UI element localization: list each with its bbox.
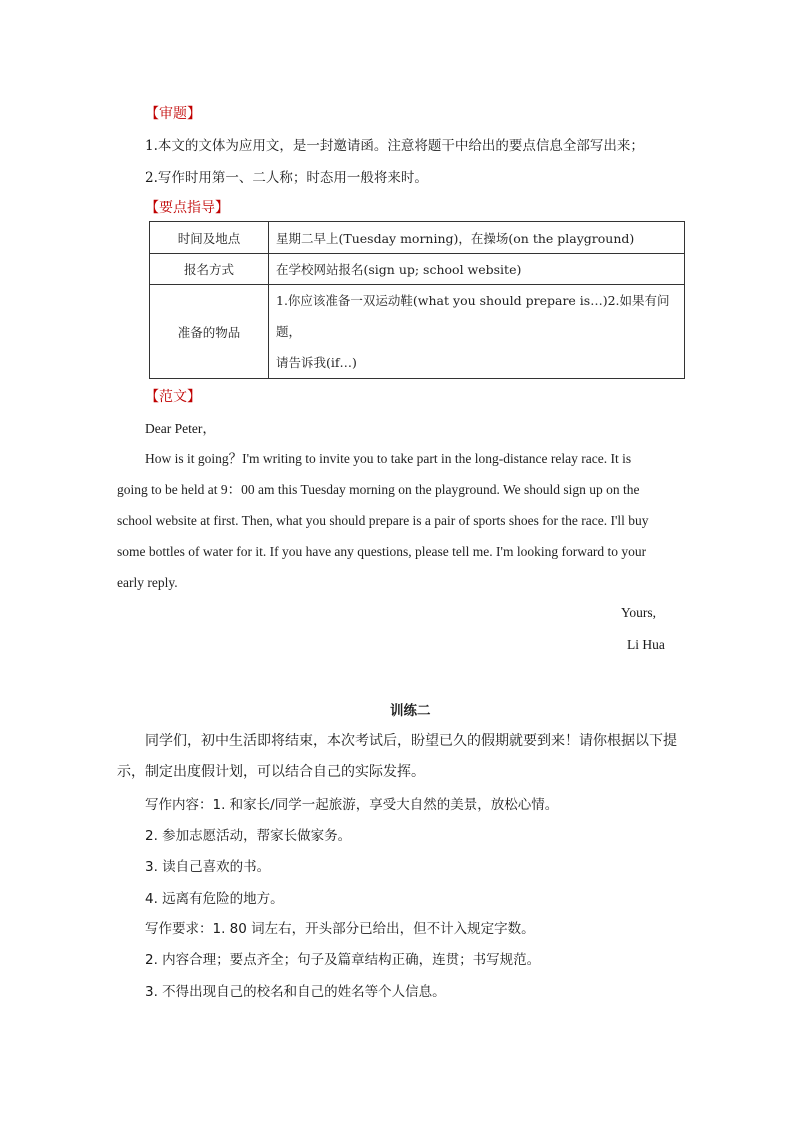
training-title: 训练二 [390,703,431,719]
sample-heading: 【范文】 [145,389,201,405]
sample-line-4: some bottles of water for it. If you have any questions, please tell me. I'm looking forward to your [117,544,647,559]
training-content-line-1: 写作内容：1. 和家长/同学一起旅游，享受大自然的美景，放松心情。 [145,797,559,813]
sample-closing: Yours, [621,605,657,620]
training-content-line-2: 2. 参加志愿活动，帮家长做家务。 [145,828,352,844]
table-row [150,285,685,379]
guide-heading: 【要点指导】 [145,200,229,216]
guide-content-items [269,285,685,379]
guide-label-signup: 报名方式 [150,254,269,285]
sample-line-5: early reply. [117,575,178,590]
guide-content-signup: 在学校网站报名(sign up; school website) [269,254,685,285]
sample-line-2: going to be held at 9：00 am this Tuesday morning on the playground. We should sign up on the [117,482,640,497]
guide-content-time-place: 星期二早上(Tuesday morning)，在操场(on the playground) [269,222,685,254]
sample-signature: Li Hua [627,637,665,652]
training-requirement-line-3: 3. 不得出现自己的校名和自己的姓名等个人信息。 [145,984,446,1000]
guide-content-items-line-1: 1.你应该准备一双运动鞋(what you should prepare is…)2.如果有问题， [276,293,670,339]
training-requirement-line-2: 2. 内容合理；要点齐全；句子及篇章结构正确，连贯；书写规范。 [145,952,541,968]
analysis-line-1: 1.本文的文体为应用文，是一封邀请函。注意将题干中给出的要点信息全部写出来； [145,138,644,154]
analysis-heading: 【审题】 [145,106,201,122]
guide-label-items: 准备的物品 [150,285,269,379]
sample-line-3: school website at first. Then, what you should prepare is a pair of sports shoes for the race. I'll buy [117,513,649,528]
training-requirement-line-1: 写作要求：1. 80 词左右，开头部分已给出，但不计入规定字数。 [145,921,535,937]
sample-line-1: How is it going？I'm writing to invite you to take part in the long-distance relay race. It is [145,451,632,466]
sample-body [117,443,679,598]
training-intro-line-1: 同学们，初中生活即将结束，本次考试后，盼望已久的假期就要到来！请你根据以下提 [145,733,677,749]
sample-greeting: Dear Peter， [145,421,216,436]
analysis-line-2: 2.写作时用第一、二人称；时态用一般将来时。 [145,170,428,186]
table-row [150,222,685,254]
guide-label-time-place: 时间及地点 [150,222,269,254]
guide-table [149,221,685,379]
training-intro-line-2: 示，制定出度假计划，可以结合自己的实际发挥。 [117,764,425,780]
table-row [150,254,685,285]
guide-content-items-line-2: 请告诉我(if…) [276,355,357,370]
training-content-line-3: 3. 读自己喜欢的书。 [145,859,271,875]
training-content-line-4: 4. 远离有危险的地方。 [145,891,284,907]
